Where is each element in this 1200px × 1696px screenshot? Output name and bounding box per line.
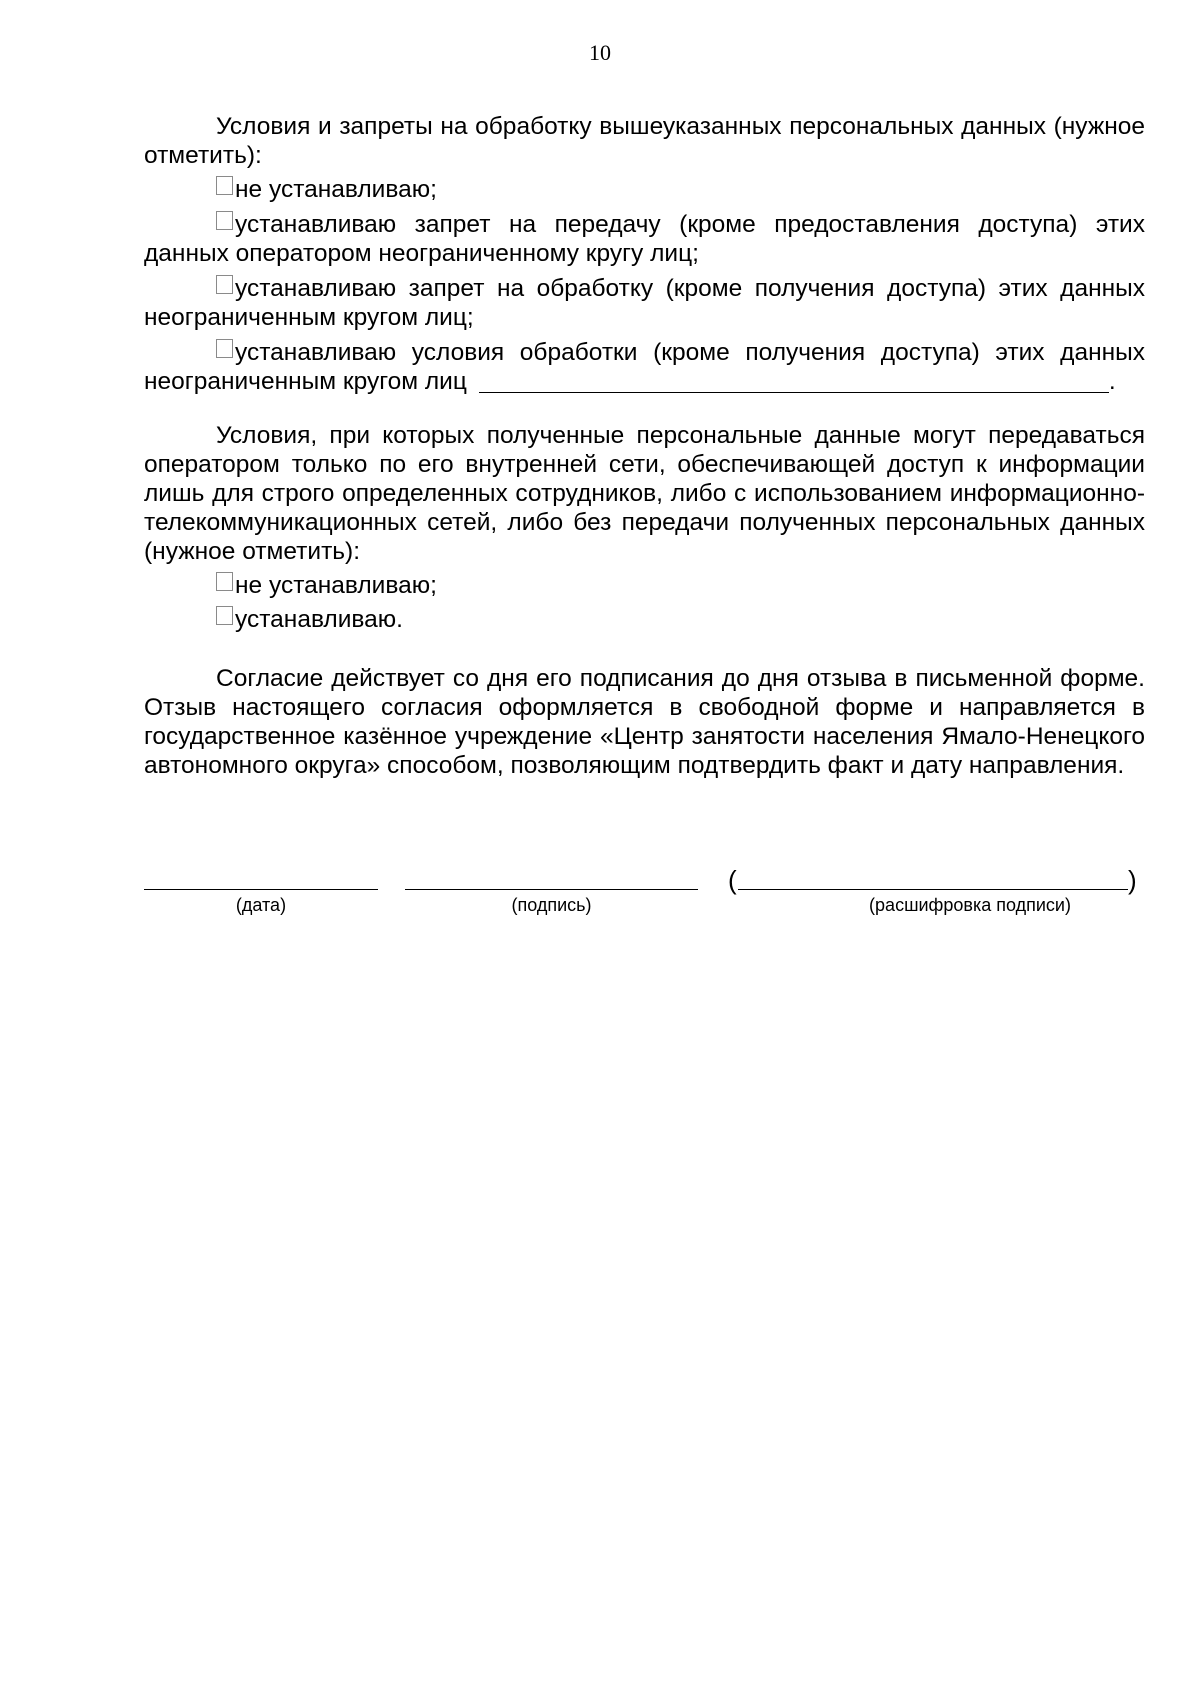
section2-option-2 — [144, 605, 1145, 634]
date-label: (дата) — [235, 895, 287, 915]
page-number: 10 — [589, 40, 611, 65]
checkbox[interactable] — [216, 211, 233, 230]
checkbox[interactable] — [216, 176, 233, 195]
open-paren: ( — [728, 865, 737, 895]
section3-text: Согласие действует со дня его подписания до дня отзыва в письменной форме. Отзыв настоящего согласия оформляется в свободной форме и направляется в государственное казённое учреждение «Центр занятости населения Ямало-Ненецкого автономного округа» способом, позволяющим подтвердить факт и дату направления. — [144, 665, 1145, 779]
section1-option-4 — [144, 338, 1145, 396]
checkbox[interactable] — [216, 339, 233, 358]
section1-option-3 — [144, 274, 1145, 332]
signature-line[interactable] — [405, 889, 698, 890]
option-end-punct: . — [1108, 368, 1116, 395]
date-line[interactable] — [144, 889, 378, 890]
section1-option-1 — [144, 175, 1145, 204]
option-label: устанавливаю. — [235, 606, 403, 633]
checkbox[interactable] — [216, 275, 233, 294]
option-label: не устанавливаю; — [235, 176, 437, 203]
decryption-line[interactable] — [738, 889, 1128, 890]
option-label: устанавливаю запрет на передачу (кроме предоставления доступа) этих данных оператором неограниченному кругу лиц; — [144, 211, 1145, 267]
section1-option-2 — [144, 210, 1145, 268]
option-label: не устанавливаю; — [235, 572, 437, 599]
document-body — [144, 112, 1145, 780]
option-label: устанавливаю запрет на обработку (кроме получения доступа) этих данных неограниченным кругом лиц; — [144, 275, 1145, 331]
option-label: устанавливаю условия обработки (кроме получения доступа) этих данных неограниченным кругом лиц — [144, 339, 1145, 395]
signature-label: (подпись) — [511, 895, 592, 915]
close-paren: ) — [1128, 865, 1137, 895]
section2-option-1 — [144, 571, 1145, 600]
conditions-fill-line[interactable] — [479, 370, 1109, 393]
checkbox[interactable] — [216, 572, 233, 591]
section1-intro: Условия и запреты на обработку вышеуказанных персональных данных (нужное отметить): — [144, 113, 1145, 169]
section2-intro: Условия, при которых полученные персональные данные могут передаваться оператором только по его внутренней сети, обеспечивающей доступ к информации лишь для строго определенных сотрудников, либо с использованием информационно-телекоммуникационных сетей, либо без передачи полученных персональных данных (нужное отметить): — [144, 422, 1145, 565]
decryption-label: (расшифровка подписи) — [869, 895, 1071, 915]
checkbox[interactable] — [216, 606, 233, 625]
